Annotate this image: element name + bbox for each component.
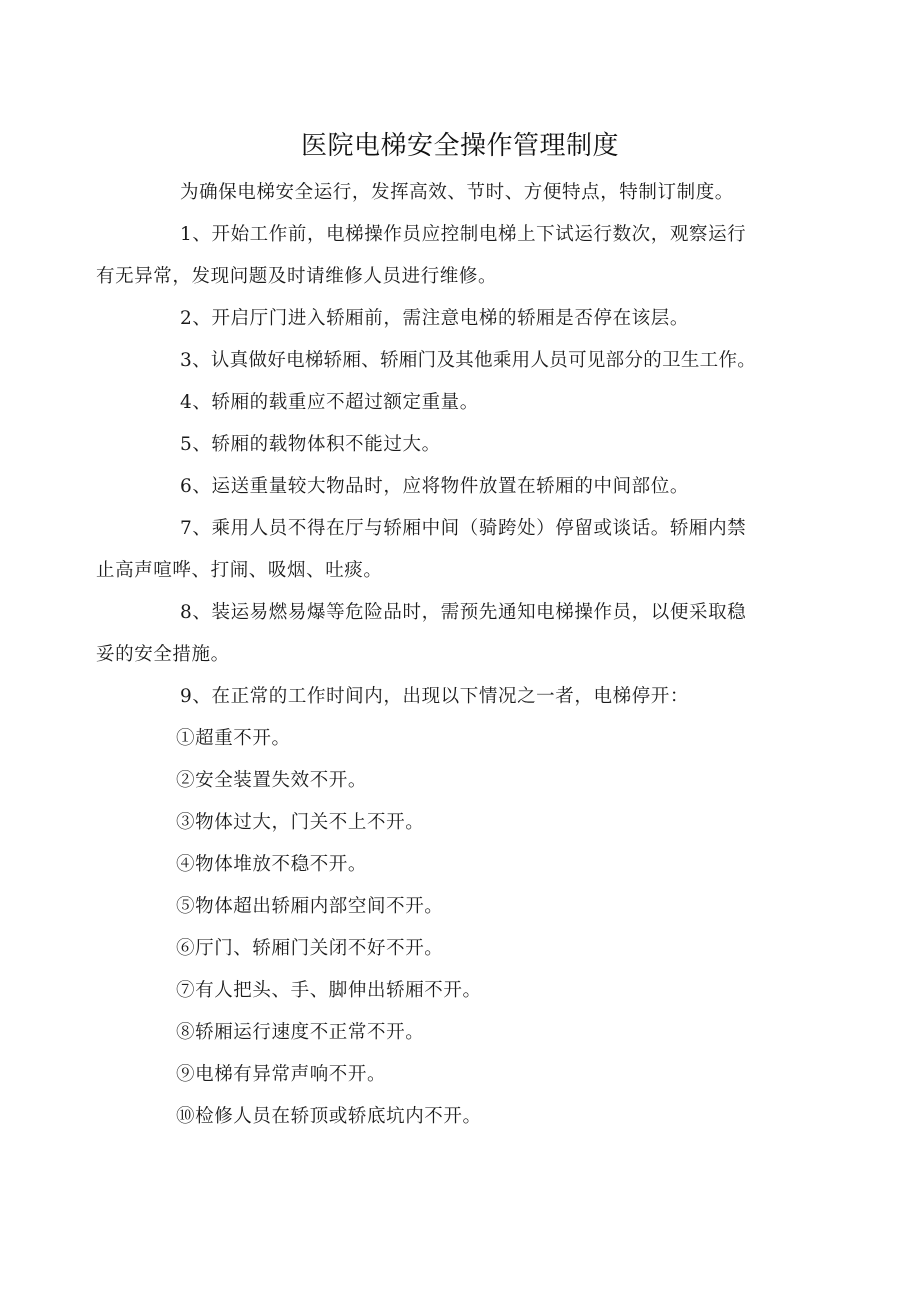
rule-4: 4、轿厢的载重应不超过额定重量。 bbox=[180, 392, 479, 413]
rule-2: 2、开启厅门进入轿厢前，需注意电梯的轿厢是否停在该层。 bbox=[180, 308, 689, 329]
rule-9: 9、在正常的工作时间内，出现以下情况之一者，电梯停开： bbox=[180, 686, 689, 707]
rule-1-line-2: 有无异常，发现问题及时请维修人员进行维修。 bbox=[96, 266, 498, 287]
rule-8 bbox=[96, 592, 788, 676]
rule-3: 3、认真做好电梯轿厢、轿厢门及其他乘用人员可见部分的卫生工作。 bbox=[180, 350, 757, 371]
rule-5: 5、轿厢的载物体积不能过大。 bbox=[180, 434, 441, 455]
document-title: 医院电梯安全操作管理制度 bbox=[300, 131, 619, 161]
rule-7-line-1: 7、乘用人员不得在厅与轿厢中间（骑跨处）停留或谈话。轿厢内禁 bbox=[180, 518, 747, 539]
stop-condition-4: ④物体堆放不稳不开。 bbox=[176, 854, 368, 875]
stop-condition-5: ⑤物体超出轿厢内部空间不开。 bbox=[176, 896, 444, 917]
rule-8-line-2: 妥的安全措施。 bbox=[96, 644, 230, 665]
rule-8-line-1: 8、装运易燃易爆等危险品时，需预先通知电梯操作员，以便采取稳 bbox=[180, 602, 747, 623]
stop-condition-8: ⑧轿厢运行速度不正常不开。 bbox=[176, 1022, 425, 1043]
rule-6: 6、运送重量较大物品时，应将物件放置在轿厢的中间部位。 bbox=[180, 476, 689, 497]
stop-condition-6: ⑥厅门、轿厢门关闭不好不开。 bbox=[176, 938, 444, 959]
stop-condition-9: ⑨电梯有异常声响不开。 bbox=[176, 1064, 387, 1085]
stop-condition-7: ⑦有人把头、手、脚伸出轿厢不开。 bbox=[176, 980, 482, 1001]
stop-condition-1: ①超重不开。 bbox=[176, 728, 291, 749]
rule-7 bbox=[96, 508, 788, 592]
document-body bbox=[96, 172, 788, 1138]
rule-1-line-1: 1、开始工作前，电梯操作员应控制电梯上下试运行数次，观察运行 bbox=[180, 224, 747, 245]
stop-condition-3: ③物体过大，门关不上不开。 bbox=[176, 812, 425, 833]
stop-condition-2: ②安全装置失效不开。 bbox=[176, 770, 368, 791]
intro-paragraph: 为确保电梯安全运行，发挥高效、节时、方便特点，特制订制度。 bbox=[180, 182, 734, 203]
stop-condition-10: ⑩检修人员在轿顶或轿底坑内不开。 bbox=[176, 1106, 482, 1127]
rule-1 bbox=[96, 214, 788, 298]
rule-7-line-2: 止高声喧哗、打闹、吸烟、吐痰。 bbox=[96, 560, 383, 581]
